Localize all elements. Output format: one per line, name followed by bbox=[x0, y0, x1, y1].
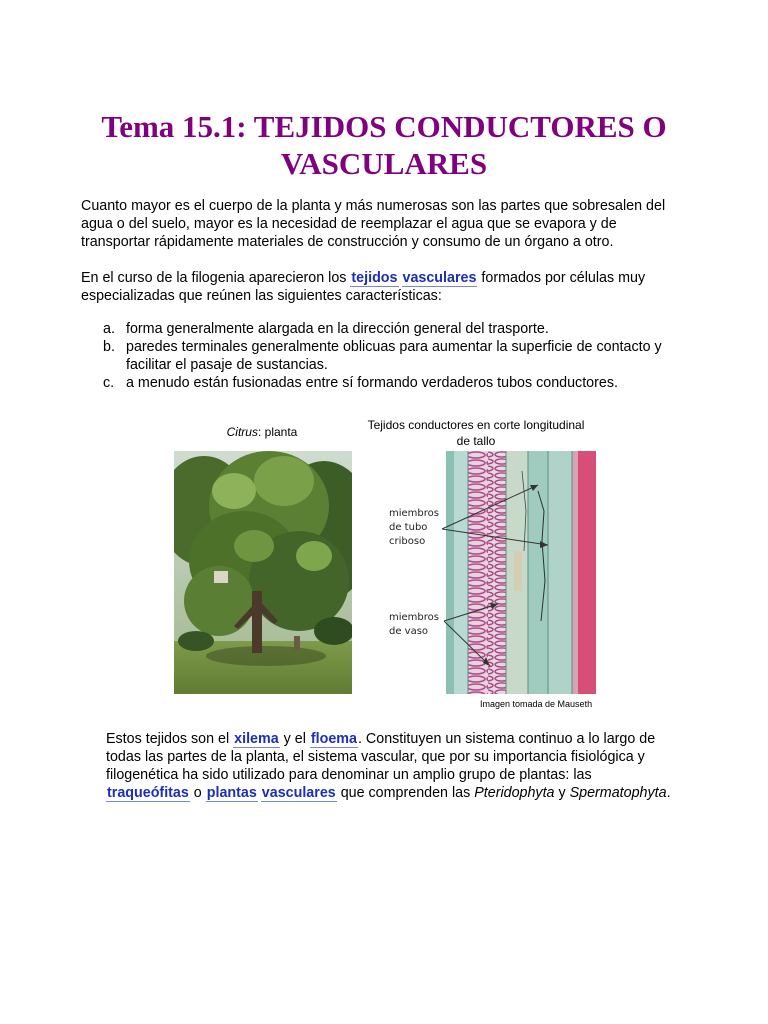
para3-text-7: . bbox=[666, 785, 671, 801]
vaso-label bbox=[389, 611, 439, 639]
list-item bbox=[81, 374, 701, 392]
para3-text-3: . Constituyen un sistema continuo a lo largo de todas las partes de la planta, el sistema vascular, que por su importancia fisiológica y filogenética ha sido utilizado para denominar un amplio grupo de plantas: las bbox=[106, 731, 656, 783]
title-line-1: Tema 15.1: TEJIDOS CONDUCTORES O bbox=[101, 109, 667, 144]
para3-text-1: Estos tejidos son el bbox=[106, 731, 234, 747]
list-marker: b. bbox=[103, 339, 115, 355]
image-credit: Imagen tomada de Mauseth bbox=[480, 699, 593, 709]
para3-text-6: y bbox=[554, 785, 570, 801]
tubo-criboso-label-3: criboso bbox=[389, 536, 426, 547]
tejidos-link[interactable]: tejidos bbox=[351, 270, 398, 286]
tubo-criboso-label-1: miembros bbox=[389, 508, 439, 519]
tubo-criboso-label-2: de tubo bbox=[389, 522, 428, 533]
para2-text-before: En el curso de la filogenia aparecieron los bbox=[81, 270, 351, 286]
vaso-label-1: miembros bbox=[389, 612, 439, 623]
spermatophyta-term: Spermatophyta bbox=[569, 785, 667, 801]
list-marker: a. bbox=[103, 321, 115, 337]
list-item-text: paredes terminales generalmente oblicuas para aumentar la superficie de contacto y facilitar el pasaje de sustancias. bbox=[126, 339, 662, 373]
list-item bbox=[81, 320, 701, 338]
list-marker: c. bbox=[103, 375, 115, 391]
tejidos-caption bbox=[352, 417, 600, 449]
tubo-criboso-label bbox=[389, 507, 439, 549]
list-item-text: a menudo están fusionadas entre sí formando verdaderos tubos conductores. bbox=[126, 375, 618, 391]
characteristics-list bbox=[81, 320, 701, 392]
vasculares-link[interactable]: vasculares bbox=[402, 270, 477, 286]
filogenia-paragraph bbox=[81, 269, 687, 305]
para3-text-4: o bbox=[189, 785, 206, 801]
tejidos-caption-line-1: Tejidos conductores en corte longitudinal bbox=[367, 418, 585, 432]
page-title bbox=[0, 108, 768, 182]
list-item bbox=[81, 338, 701, 374]
micrograph-arrows bbox=[352, 451, 602, 694]
title-line-2: VASCULARES bbox=[280, 146, 488, 181]
para3-text-5: que comprenden las bbox=[336, 785, 475, 801]
plantas-link[interactable]: plantas bbox=[206, 785, 257, 801]
xilema-floema-paragraph bbox=[106, 730, 672, 802]
vasculares-link-2[interactable]: vasculares bbox=[261, 785, 336, 801]
citrus-caption bbox=[192, 424, 332, 440]
vaso-label-2: de vaso bbox=[389, 626, 429, 637]
xilema-link[interactable]: xilema bbox=[234, 731, 279, 747]
para3-text-2: y el bbox=[279, 731, 310, 747]
citrus-caption-rest: : planta bbox=[257, 425, 298, 439]
tejidos-caption-line-2: de tallo bbox=[456, 434, 496, 448]
para2-text-after: formados por células muy especializadas que reúnen las siguientes características: bbox=[81, 270, 646, 304]
citrus-plant-photo bbox=[174, 451, 352, 694]
intro-paragraph: Cuanto mayor es el cuerpo de la planta y más numerosas son las partes que sobresalen del agua o del suelo, mayor es la necesidad de reemplazar el agua que se evapora y de transportar rápidamente materiales de construcción y consumo de un órgano a otro. bbox=[81, 198, 666, 250]
traqueofitas-link[interactable]: traqueófitas bbox=[107, 785, 189, 801]
citrus-caption-italic: Citrus bbox=[226, 425, 258, 439]
list-item-text: forma generalmente alargada en la dirección general del trasporte. bbox=[126, 321, 549, 337]
pteridophyta-term: Pteridophyta bbox=[474, 785, 555, 801]
floema-link[interactable]: floema bbox=[310, 731, 357, 747]
